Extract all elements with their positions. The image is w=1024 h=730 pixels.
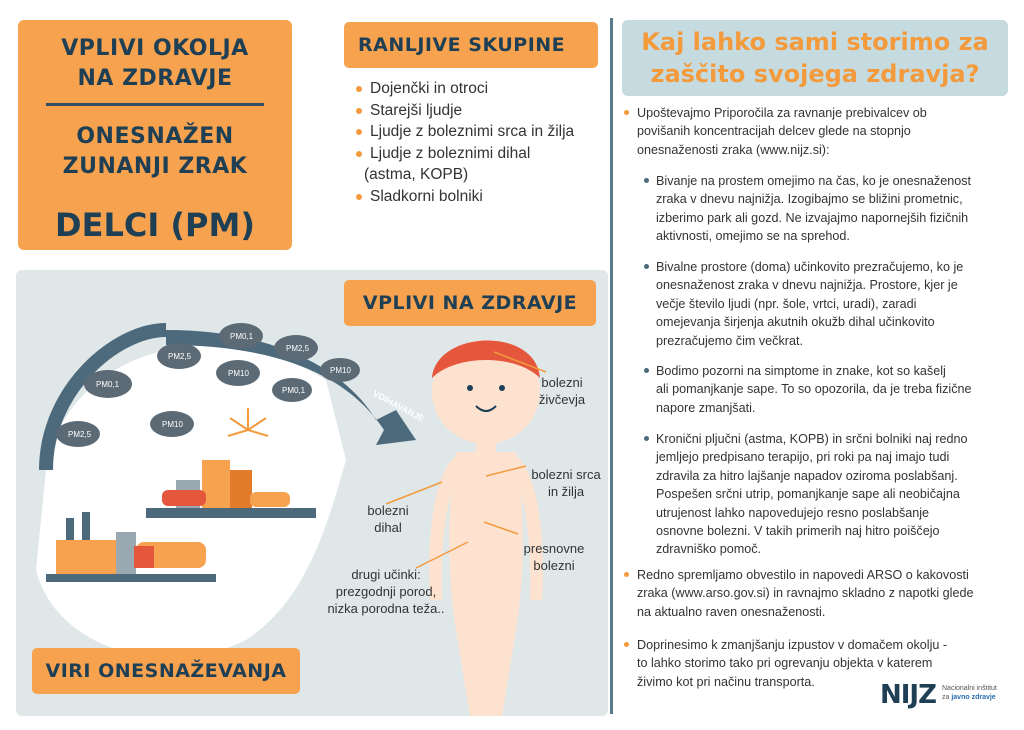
vulnerable-list (356, 78, 606, 207)
effect-label-other: drugi učinki: prezgodnji porod, nizka porodna teža.. (327, 567, 445, 616)
human-figure (429, 340, 543, 716)
title-line: ZUNANJI ZRAK (62, 154, 248, 179)
nijz-logo: NIJZ Nacionalni inštitut za javno zdravje (880, 680, 997, 710)
advice-heading: Kaj lahko sami storimo za zaščito svojega zdravja? (622, 20, 1008, 96)
title-box (18, 20, 292, 250)
title-line: ONESNAŽEN (76, 124, 234, 149)
title-section-2 (18, 122, 292, 182)
truck-cab (134, 546, 154, 568)
cloud-label: PM10 (330, 366, 351, 375)
advice-paragraph-5: Redno spremljamo obvestilo in napovedi ARSO o kakovosti zraka (www.arso.gov.si) in ravnajmo skladno z napotki glede na aktualno raven onesnaženosti. (637, 566, 1007, 621)
health-effects-heading: VPLIVI NA ZDRAVJE (344, 280, 596, 326)
effect-label-heart: bolezni srca in žilja (531, 467, 601, 499)
effect-label-nerves: bolezni živčevja (538, 375, 586, 407)
arrow-label: VDIHAVANJE (371, 388, 426, 424)
logo-subtitle: Nacionalni inštitut za javno zdravje (942, 685, 997, 701)
road (46, 574, 216, 582)
advice-paragraph-1: Bivanje na prostem omejimo na čas, ko je onesnaženost zraka v dnevu najnižja. Izogibajmo se bližini prometnic, izberimo park ali gozd. Ne izvajajmo napornejših fizičnih aktivnosti, omejimo se na sprehod. (656, 172, 1006, 246)
cloud-label: PM2,5 (286, 344, 310, 353)
factory (116, 532, 136, 574)
list-item: Sladkorni bolniki (356, 186, 606, 208)
pollution-sources-heading: VIRI ONESNAŽEVANJA (32, 648, 300, 694)
cloud-label: PM2,5 (68, 430, 92, 439)
vulnerable-heading: RANLJIVE SKUPINE (344, 22, 598, 68)
factory (56, 540, 116, 574)
cloud-label: PM10 (162, 420, 183, 429)
advice-paragraph-6: Doprinesimo k zmanjšanju izpustov v domačem okolju - to lahko storimo tako pri ogrevanju objekta v katerem živimo kot pri načinu transporta. (637, 636, 977, 691)
cloud-label: PM0,1 (96, 380, 120, 389)
title-section-1 (18, 34, 292, 94)
title-line: NA ZDRAVJE (77, 66, 233, 91)
advice-paragraph-4: Kronični pljučni (astma, KOPB) in srčni bolniki naj redno jemljejo predpisano terapijo, pri roki pa naj imajo tudi zdravila za hitro lajšanje napadov oziroma poslabšanj. Pospešen srčni utrip, pomanjkanje sape ali neobičajna utrujenost lahko napovedujejo resno poslabšanje osnovne bolezni. V takih primerih naj hitro poiščejo zdravniško pomoč. (656, 430, 1006, 559)
road (146, 508, 316, 518)
car (250, 492, 290, 507)
cloud-label: PM0,1 (230, 332, 254, 341)
list-item: Starejši ljudje (356, 100, 606, 122)
advice-paragraph-2: Bivalne prostore (doma) učinkovito prezračujemo, ko je onesnaženost zraka v dnevu najnižja. Prostore, kjer je večje število ljudi (npr. šole, vrtci, uradi), zaradi omejevanja širjenja akutnih okužb dihal učinkovito prezračujemo čim večkrat. (656, 258, 1006, 350)
effect-label-metabolic: presnovne bolezni (523, 541, 585, 573)
advice-intro: Upoštevajmo Priporočila za ravnanje prebivalcev ob povišanih koncentracijah delcev glede na stopnjo onesnaženosti zraka (www.nijz.si): (637, 104, 1007, 159)
cloud-label: PM0,1 (282, 386, 306, 395)
title-line: VPLIVI OKOLJA (61, 36, 249, 61)
list-item: Ljudje z boleznimi srca in žilja (356, 121, 606, 143)
list-item-continuation: (astma, KOPB) (364, 166, 469, 183)
car (162, 490, 206, 506)
column-divider (610, 18, 613, 714)
title-divider (46, 103, 264, 106)
list-item: Dojenčki in otroci (356, 78, 606, 100)
title-main: DELCI (PM) (55, 206, 255, 244)
advice-paragraph-3: Bodimo pozorni na simptome in znake, kot so kašelj ali pomanjkanje sape. To so opozorila, da je treba fizične napore zmanjšati. (656, 362, 1006, 417)
cloud-label: PM10 (228, 369, 249, 378)
chimney (66, 518, 74, 540)
list-item: Ljudje z boleznimi dihal (356, 143, 606, 165)
effect-label-respiratory: bolezni dihal (367, 503, 409, 535)
cloud-label: PM2,5 (168, 352, 192, 361)
chimney (82, 512, 90, 540)
